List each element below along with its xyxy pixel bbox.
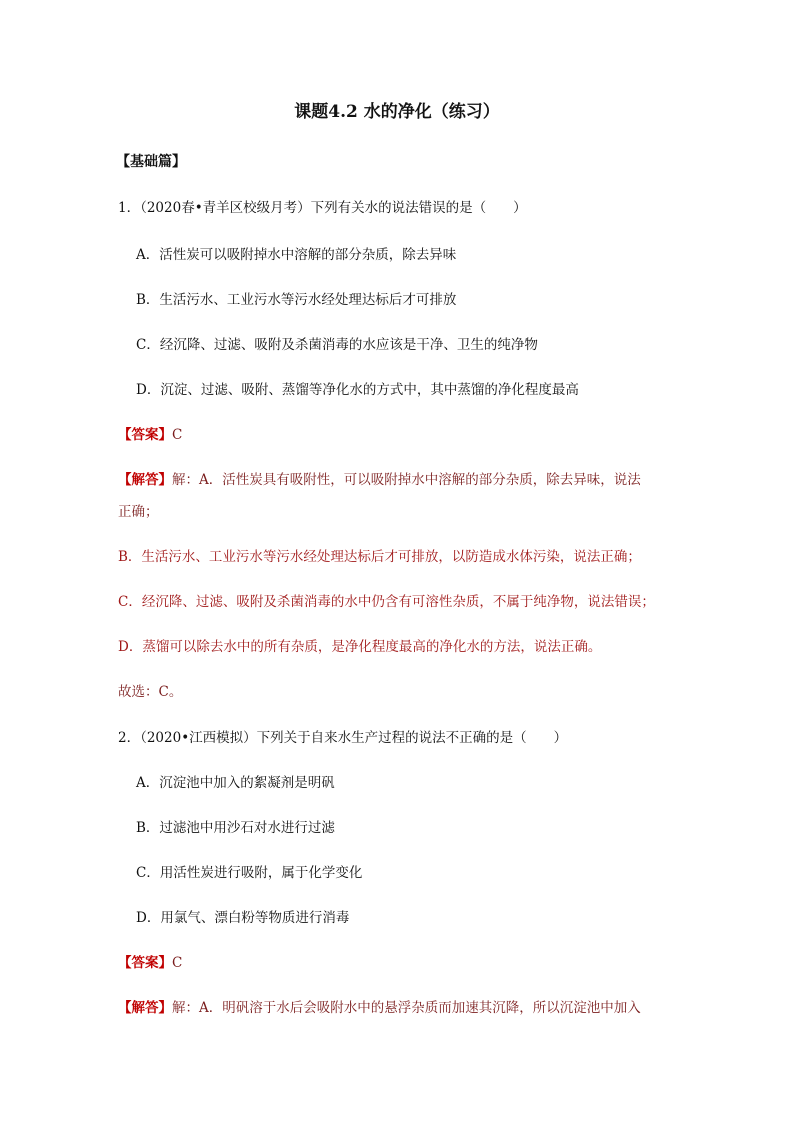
answer-label: 【答案】 — [118, 427, 172, 443]
question-1-stem: 1．（2020春•青羊区校级月考）下列有关水的说法错误的是（ ） — [118, 200, 527, 216]
section-heading: 【基础篇】 — [116, 154, 186, 170]
question-1-option-d: D．沉淀、过滤、吸附、蒸馏等净化水的方式中，其中蒸馏的净化程度最高 — [136, 382, 579, 398]
question-2-answer — [118, 953, 182, 973]
question-1-option-b: B．生活污水、工业污水等污水经处理达标后才可排放 — [136, 292, 457, 308]
question-1-analysis-line-4: C．经沉降、过滤、吸附及杀菌消毒的水中仍含有可溶性杂质，不属于纯净物，说法错误； — [118, 594, 655, 610]
question-1-analysis-line-5: D．蒸馏可以除去水中的所有杂质，是净化程度最高的净化水的方法，说法正确。 — [118, 639, 602, 655]
question-1-option-c: C．经沉降、过滤、吸附及杀菌消毒的水应该是干净、卫生的纯净物 — [136, 337, 538, 353]
answer-value: C — [172, 427, 183, 443]
question-1-option-a: A．活性炭可以吸附掉水中溶解的部分杂质，除去异味 — [136, 247, 457, 263]
analysis-label: 【解答】 — [118, 472, 172, 488]
answer-value: C — [172, 955, 183, 971]
question-1-conclusion: 故选：C。 — [118, 684, 183, 700]
question-1-answer — [118, 425, 182, 445]
question-2-option-c: C．用活性炭进行吸附，属于化学变化 — [136, 865, 363, 881]
page-title: 课题4.2 水的净化（练习） — [294, 102, 500, 122]
question-2-analysis-line-1: 【解答】解：A．明矾溶于水后会吸附水中的悬浮杂质而加速其沉降，所以沉淀池中加入 — [118, 1000, 641, 1016]
analysis-label: 【解答】 — [118, 1000, 172, 1016]
question-1-analysis-line-2: 正确； — [118, 504, 159, 520]
question-1-analysis-line-3: B．生活污水、工业污水等污水经处理达标后才可排放，以防造成水体污染，说法正确； — [118, 549, 641, 565]
question-2-stem: 2．（2020•江西模拟）下列关于自来水生产过程的说法不正确的是（ ） — [118, 730, 568, 746]
question-1-analysis-line-1: 【解答】解：A．活性炭具有吸附性，可以吸附掉水中溶解的部分杂质，除去异味，说法 — [118, 472, 641, 488]
question-2-option-b: B．过滤池中用沙石对水进行过滤 — [136, 820, 335, 836]
answer-label: 【答案】 — [118, 955, 172, 971]
question-2-option-a: A．沉淀池中加入的絮凝剂是明矾 — [136, 775, 335, 791]
question-2-option-d: D．用氯气、漂白粉等物质进行消毒 — [136, 910, 350, 926]
